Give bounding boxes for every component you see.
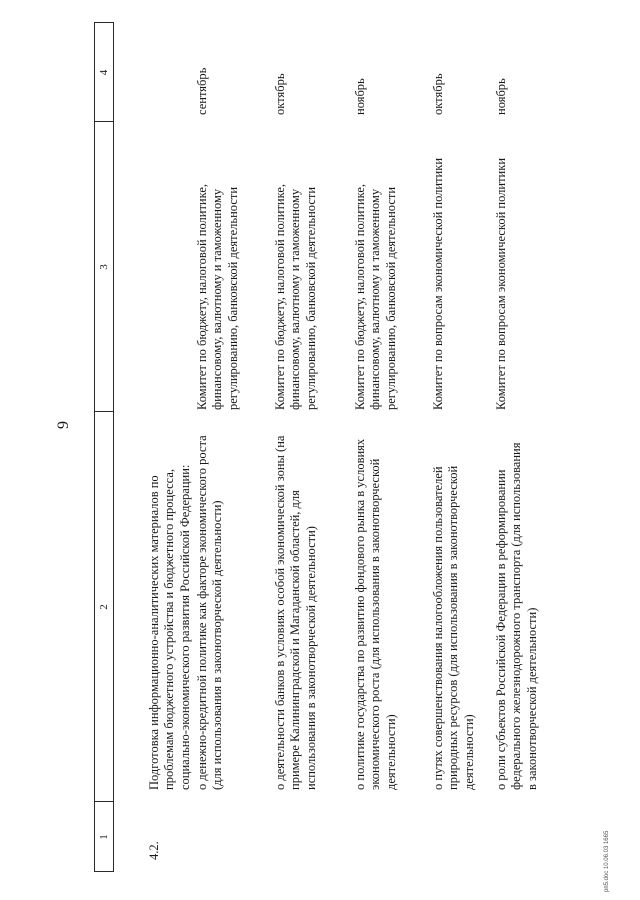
column-divider (95, 22, 113, 23)
page-number: 9 (55, 421, 72, 429)
row-4-month: октябрь (431, 73, 445, 115)
row-5-month: ноябрь (494, 78, 508, 115)
header-col-2: 2 (98, 604, 110, 610)
row-5-topic: о роли субъектов Российской Федерации в реформировании федерального железнодорожного транспорта (для использования в законотворческой деятельности) (494, 442, 539, 790)
header-col-3: 3 (98, 264, 110, 270)
row-4-committee: Комитет по вопросам экономической политики (431, 157, 445, 410)
row-3-committee: Комитет по бюджету, налоговой политике, финансовому, валютному и таможенному регулированию, банковской деятельности (353, 183, 398, 410)
row-4-topic: о путях совершенствования налогообложения пользователей природных ресурсов (для использования в законотворческой деятельности) (431, 465, 476, 790)
row-2-topic: о деятельности банков в условиях особой экономической зоны (на примере Калининградской и Магаданской областей, для использования в законотворческой деятельности) (273, 435, 318, 790)
row-1-topic: о денежно-кредитной политике как факторе экономического роста (для использования в законотворческой деятельности) (195, 435, 225, 790)
row-5-committee: Комитет по вопросам экономической политики (494, 157, 508, 410)
section-number: 4.2. (147, 841, 161, 860)
row-3-month: ноябрь (353, 78, 367, 115)
row-1-month: сентябрь (195, 67, 209, 115)
section-title: Подготовка информационно-аналитических материалов по проблемам бюджетного устройства и бюджетного процесса, социально-экономического развития Российской Федерации: (147, 464, 192, 790)
footer-code: рп5.doc 10.06.03 1665 (604, 830, 610, 892)
row-3-topic: о политике государства по развитию фондового рынка в условиях экономического роста (для использования в законотворческой деятельности) (353, 438, 398, 790)
header-col-1: 1 (98, 834, 110, 840)
row-1-committee: Комитет по бюджету, налоговой политике, финансовому, валютному и таможенному регулированию, банковской деятельности (195, 183, 240, 410)
table-header-row (94, 22, 114, 872)
row-2-month: октябрь (273, 73, 287, 115)
row-2-committee: Комитет по бюджету, налоговой политике, финансовому, валютному и таможенному регулированию, банковской деятельности (273, 183, 318, 410)
header-col-4: 4 (98, 69, 110, 76)
